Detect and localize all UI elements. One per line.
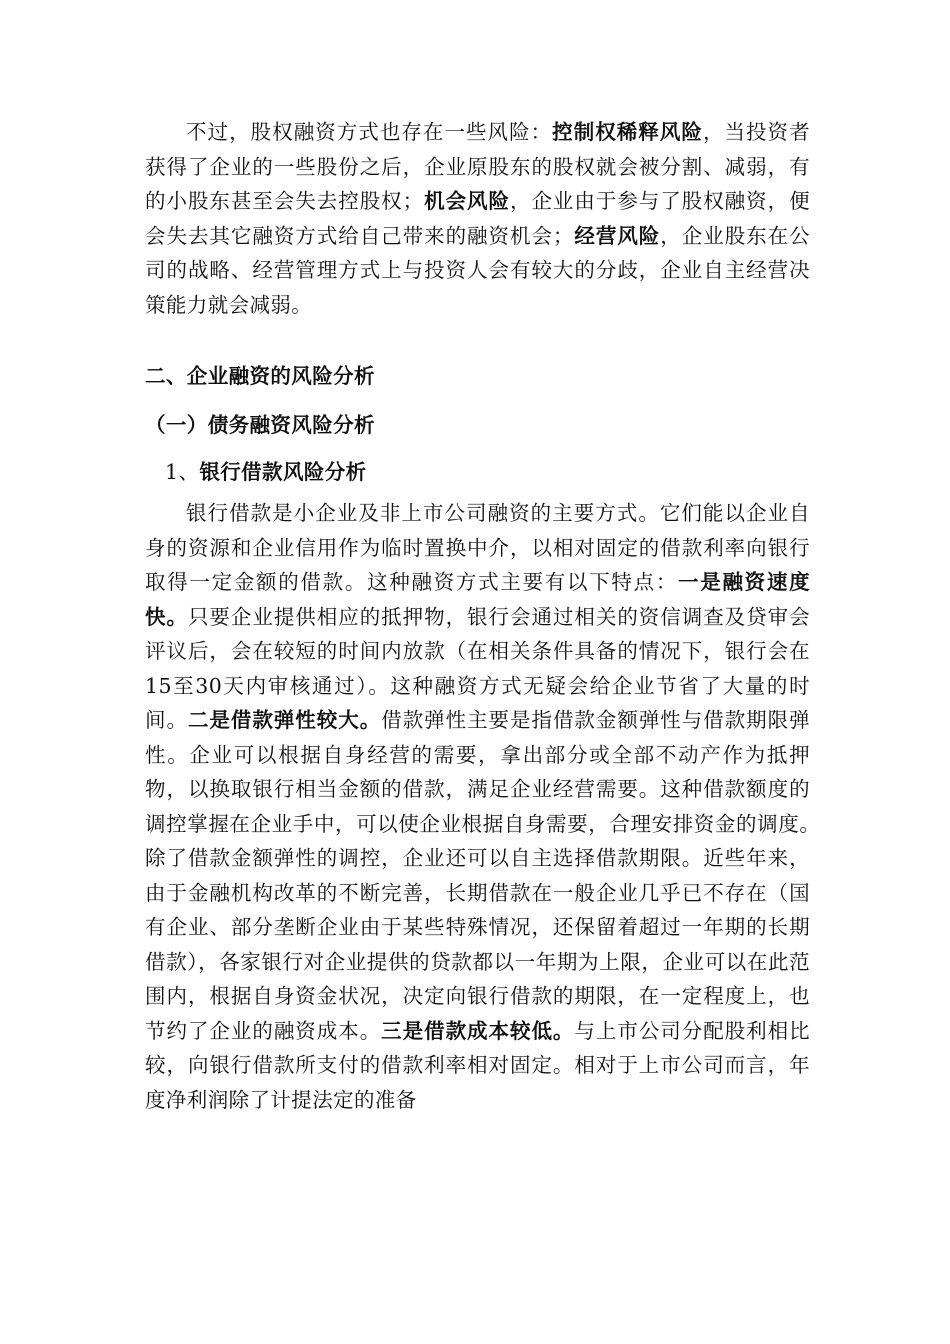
document-page [145, 115, 831, 1117]
emphasis-text: 二是借款弹性较大。 [187, 708, 382, 732]
emphasis-text: 机会风险 [423, 189, 510, 213]
heading-debt-financing-risk: （一）债务融资风险分析 [145, 413, 375, 437]
paragraph-equity-risk [145, 115, 810, 322]
emphasis-text: 控制权稀释风险 [552, 120, 703, 144]
body-text: ，企业股东在公司的战略、经营管理方式上与投资人会有较大的分歧，企业自主经营决策能力就会减弱。 [145, 223, 810, 317]
body-text: 借款弹性主要是指借款金额弹性与借款期限弹性。企业可以根据自身经营的需要，拿出部分或全部不动产作为抵押物，以换取银行相当金额的借款，满足企业经营需要。这种借款额度的调控掌握在企业手中，可以使企业根据自身需要，合理安排资金的调度。 除了借款金额弹性的调控，企业还可以自主选择借款期限。近些年来，由于金融机构改革的不断完善，长期借款在一般企业几乎已不存在（国有企业、部分垄断企业由于某些特殊情况，还保留着超过一年期的长期借款），各家银行对企业提供的贷款都以一年期为上限，企业可以在此范围内，根据自身资金状况，决定向银行借款的期限，在一定程度上，也节约了企业的融资成本。 [145, 708, 831, 1043]
body-text: 银行借款是小企业及非上市公司融资的主要方式。它们能以企业自身的资源和企业信用作为临时置换中介，以相对固定的借款利率向银行取得一定金额的借款。这种融资方式主要有以下特点： [145, 501, 810, 594]
emphasis-text: 三是借款成本较低。 [381, 1018, 575, 1043]
body-text: ，企业由于参与了股权融资，便会失去其它融资方式给自己带来的融资机会； [145, 189, 810, 248]
body-text: ，当投资者获得了企业的一些股份之后，企业原股东的股权就会被分割、减弱，有的小股东甚至会失去控股权； [145, 120, 810, 213]
heading-text: 银行借款风险分析 [199, 460, 367, 484]
body-text: 与上市公司分配股利相比较，向银行借款所支付的借款利率相对固定。相对于上市公司而言，年度净利润除了计提法定的准备 [145, 1018, 810, 1112]
heading-bank-loan-risk [145, 455, 810, 489]
body-text: 不过，股权融资方式也存在一些风险： [186, 120, 553, 144]
heading-number: 1、 [165, 460, 200, 484]
paragraph-bank-loan [145, 496, 831, 1117]
emphasis-text: 经营风险 [573, 223, 661, 248]
heading-financing-risk-analysis: 二、企业融资的风险分析 [145, 364, 375, 388]
emphasis-text: 一是融资速度快。 [145, 570, 810, 629]
body-text: 只要企业提供相应的抵押物，银行会通过相关的资信调查及贷审会评议后，会在较短的时间内放款（在相关条件具备的情况下，银行会在15至30天内审核通过）。这种融资方式无疑会给企业节省了大量的时间。 [145, 604, 810, 732]
